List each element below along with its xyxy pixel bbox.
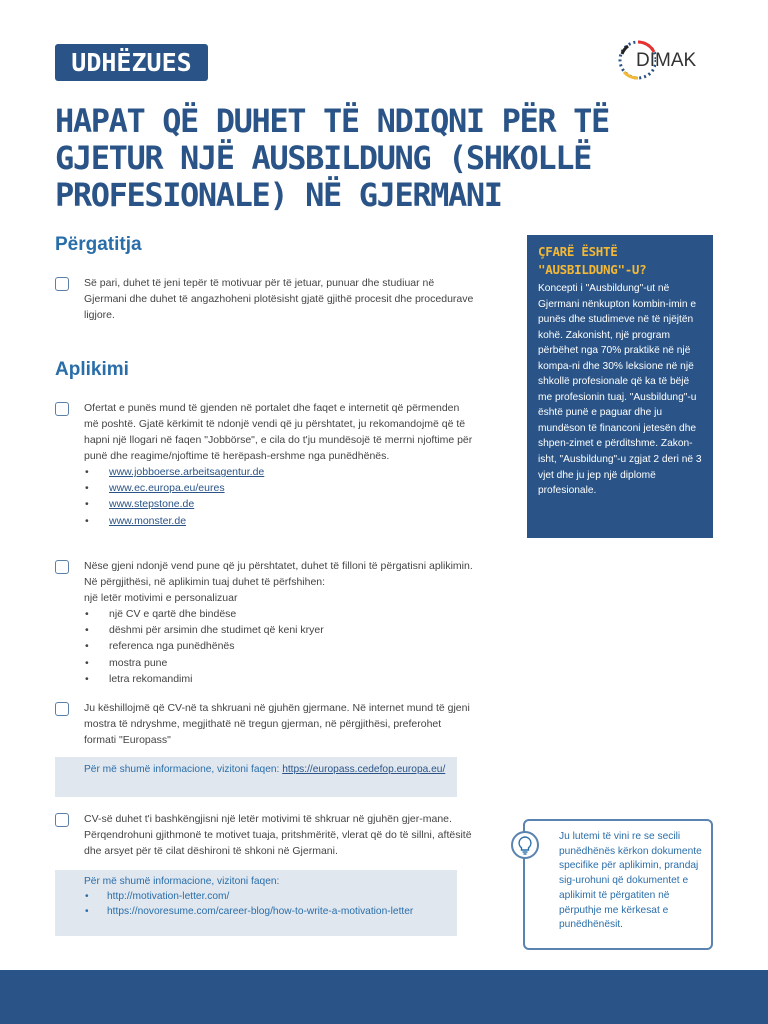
list-item	[84, 889, 447, 904]
info-text: Për më shumë informacione, vizitoni faqen:	[84, 876, 280, 887]
checkbox-icon[interactable]	[55, 277, 69, 291]
info-box-motivation-letter	[55, 870, 457, 936]
checklist-item-motivation-letter	[55, 811, 475, 859]
item-text: CV-së duhet t'i bashkëngjisni një letër motivimi të shkruar në gjuhën gjer-mane. Përqendrohuni gjithmonë te motivet tuaja, pritshmëritë, vlerat që do të sillni, aftësitë dhe arsyet për të cilat dëshironi të shkoni në Gjermani.	[84, 813, 472, 857]
ausbildung-definition-box	[527, 235, 713, 538]
link-stepstone[interactable]: www.stepstone.de	[109, 498, 195, 511]
footer-bar	[0, 970, 768, 1024]
sidebox-text: Koncepti i "Ausbildung"-ut në Gjermani nënkupton kombin-imin e punës dhe studimeve në të njëjtën kohë. Zakonisht, një program përbëhet nga 70% praktikë në një kompa-ni dhe 30% leksione në një shkollë profesionale që ka të bëjë me profesionin tuaj. "Ausbildung"-u është punë e paguar dhe ju mundëson të financoni jetesën dhe shpen-zimet e përditshme. Zakon-isht, "Ausbildung"-u zgjat 2 deri në 3 vjet dhe ju jep një diplomë profesionale.	[538, 283, 702, 497]
link-eures[interactable]: www.ec.europa.eu/eures	[109, 482, 225, 495]
section-heading-application: Aplikimi	[55, 359, 129, 380]
link-monster[interactable]: www.monster.de	[109, 514, 187, 527]
list-item: • letra rekomandimi	[84, 671, 475, 687]
checklist-item-job-offers	[55, 400, 475, 529]
list-item	[84, 496, 475, 512]
tip-text: Ju lutemi të vini re se secili punëdhënës kërkon dokumente specifike për aplikimin, prandaj sig-urohuni që dokumentet e aplikimit të përgatiten në përputhje me kërkesat e punëdhënësit.	[559, 831, 702, 931]
list-item	[84, 513, 475, 529]
list-item	[84, 904, 447, 919]
item-text-line: një letër motivimi e personalizuar	[84, 592, 238, 604]
logo-text: DIMAK	[636, 50, 697, 71]
list-item: • referenca nga punëdhënës	[84, 638, 475, 654]
checklist-item-application-docs	[55, 558, 475, 687]
list-item: • një CV e qartë dhe bindëse	[84, 606, 475, 622]
checkbox-icon[interactable]	[55, 702, 69, 716]
job-portal-list	[84, 464, 475, 529]
list-item: • dëshmi për arsimin dhe studimet që keni kryer	[84, 622, 475, 638]
link-jobboerse[interactable]: www.jobboerse.arbeitsagentur.de	[109, 466, 265, 478]
checklist-item-motivation	[55, 275, 475, 323]
dimak-logo	[616, 32, 726, 88]
tip-box	[523, 819, 713, 950]
link-novoresume[interactable]: https://novoresume.com/career-blog/how-to-write-a-motivation-letter	[107, 906, 414, 917]
sidebox-title: ÇFARË ËSHTË "AUSBILDUNG"-U?	[538, 244, 647, 277]
link-europass[interactable]: https://europass.cedefop.europa.eu/	[282, 764, 446, 775]
link-motivation-letter[interactable]: http://motivation-letter.com/	[107, 891, 230, 902]
document-list	[84, 606, 475, 687]
item-text: Së pari, duhet të jeni tepër të motivuar për të jetuar, punuar dhe studiuar në Gjermani dhe duhet të angazhoheni plotësisht gjatë gjithë procesit dhe procedurave ligjore.	[84, 277, 474, 321]
info-text: Për më shumë informacione, vizitoni faqen:	[84, 764, 283, 775]
list-item: • mostra pune	[84, 655, 475, 671]
item-text: Nëse gjeni ndonjë vend pune që ju përshtatet, duhet të filloni të përgatisni aplikimin. Në përgjithësi, në aplikimin tuaj duhet të përfshihen:	[84, 560, 473, 588]
section-heading-preparation: Përgatitja	[55, 234, 142, 255]
list-item	[84, 480, 475, 496]
info-box-europass	[55, 757, 457, 797]
checkbox-icon[interactable]	[55, 560, 69, 574]
lightbulb-icon	[511, 831, 539, 859]
document-type-badge: UDHËZUES	[55, 44, 208, 81]
checklist-item-cv-language	[55, 700, 475, 748]
lightbulb-icon-glyph	[513, 833, 537, 857]
checkbox-icon[interactable]	[55, 813, 69, 827]
item-text: Ofertat e punës mund të gjenden në portalet dhe faqet e internetit që përmenden më poshtë. Gjatë kërkimit të ndonjë vendi që ju përshtatet, ju rekomandojmë që të hapni një llogari në faqen "Jobbörse", e cila do t'ju mundësojë të merrni njoftime për punë dhe reagime/njoftime të herëpash-ershme nga punëdhënës.	[84, 402, 473, 462]
page-title: HAPAT QË DUHET TË NDIQNI PËR TË GJETUR NJË AUSBILDUNG (SHKOLLË PROFESIONALE) NË GJERMANI	[55, 102, 609, 214]
item-text: Ju këshillojmë që CV-në ta shkruani në gjuhën gjermane. Në internet mund të gjeni mostra të ndryshme, megjithatë në tregun gjerman, në përgjithësi, preferohet formati "Europass"	[84, 702, 470, 746]
checkbox-icon[interactable]	[55, 402, 69, 416]
list-item	[84, 464, 475, 480]
motivation-links-list	[84, 889, 447, 919]
